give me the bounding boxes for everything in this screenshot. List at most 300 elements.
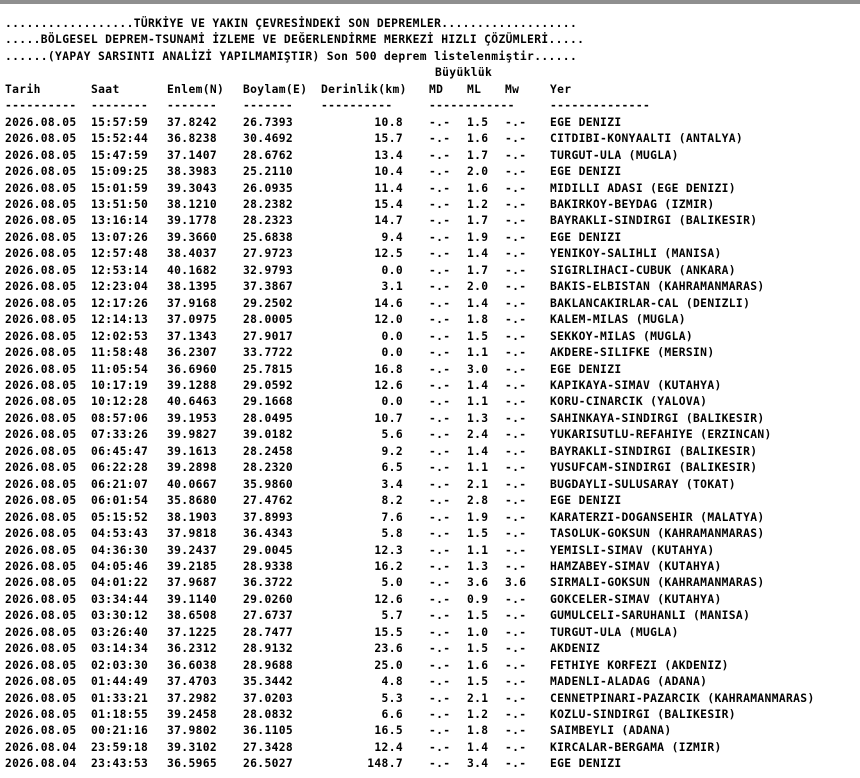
cell-tarih: 2026.08.05 [5, 346, 77, 360]
table-row [5, 230, 815, 246]
cell-tarih: 2026.08.05 [5, 247, 77, 261]
cell-md: -.- [429, 214, 451, 228]
table-row [5, 378, 815, 394]
cell-derinlik: 9.2 [381, 444, 403, 458]
cell-enlem: 36.6038 [167, 658, 218, 672]
cell-ml: 3.4 [467, 757, 489, 771]
cell-tarih: 2026.08.05 [5, 724, 77, 738]
cell-ml: 1.3 [467, 411, 489, 425]
cell-saat: 11:05:54 [91, 362, 149, 376]
cell-tarih: 2026.08.05 [5, 461, 77, 475]
table-row [5, 493, 815, 509]
cell-md: -.- [429, 280, 451, 294]
cell-ml: 2.8 [467, 494, 489, 508]
cell-yer: EGE DENIZI [550, 165, 622, 179]
cell-boylam: 27.6737 [243, 609, 294, 623]
cell-boylam: 30.4692 [243, 132, 294, 146]
cell-enlem: 36.2307 [167, 346, 218, 360]
cell-derinlik: 15.7 [374, 132, 403, 146]
cell-derinlik: 5.7 [381, 609, 403, 623]
cell-ml: 1.5 [467, 329, 489, 343]
cell-mw: -.- [505, 148, 527, 162]
cell-derinlik: 5.0 [381, 576, 403, 590]
cell-mw: -.- [505, 378, 527, 392]
cell-yer: AKDERE-SILIFKE (MERSIN) [550, 346, 715, 360]
earthquake-listing [5, 16, 815, 773]
table-row [5, 723, 815, 739]
cell-tarih: 2026.08.05 [5, 329, 77, 343]
table-row [5, 707, 815, 723]
cell-derinlik: 0.0 [381, 263, 403, 277]
cell-yer: EGE DENIZI [550, 362, 622, 376]
cell-saat: 12:02:53 [91, 329, 149, 343]
cell-saat: 11:58:48 [91, 346, 149, 360]
cell-derinlik: 12.6 [374, 592, 403, 606]
magnitude-header-line [5, 65, 815, 81]
cell-boylam: 32.9793 [243, 263, 294, 277]
cell-ml: 1.4 [467, 444, 489, 458]
col-header-yer: Yer [550, 82, 572, 96]
cell-derinlik: 6.6 [381, 708, 403, 722]
cell-enlem: 39.2185 [167, 559, 218, 573]
cell-derinlik: 14.6 [374, 296, 403, 310]
cell-enlem: 35.8680 [167, 494, 218, 508]
cell-saat: 05:15:52 [91, 510, 149, 524]
cell-ml: 1.1 [467, 543, 489, 557]
cell-ml: 1.7 [467, 263, 489, 277]
cell-yer: KOZLU-SINDIRGI (BALIKESIR) [550, 708, 736, 722]
table-row [5, 362, 815, 378]
table-row [5, 131, 815, 147]
cell-yer: BAYRAKLI-SINDIRGI (BALIKESIR) [550, 214, 758, 228]
cell-mw: -.- [505, 543, 527, 557]
cell-ml: 1.2 [467, 197, 489, 211]
table-row [5, 608, 815, 624]
cell-md: -.- [429, 691, 451, 705]
cell-md: -.- [429, 362, 451, 376]
cell-yer: FETHIYE KORFEZI (AKDENIZ) [550, 658, 729, 672]
table-row [5, 526, 815, 542]
cell-tarih: 2026.08.05 [5, 708, 77, 722]
cell-ml: 2.0 [467, 280, 489, 294]
cell-md: -.- [429, 724, 451, 738]
table-row [5, 148, 815, 164]
cell-yer: MIDILLI ADASI (EGE DENIZI) [550, 181, 736, 195]
cell-boylam: 28.2320 [243, 461, 294, 475]
cell-derinlik: 0.0 [381, 346, 403, 360]
cell-yer: SEKKOY-MILAS (MUGLA) [550, 329, 694, 343]
separator-yer: -------------- [550, 99, 651, 113]
cell-enlem: 38.1903 [167, 510, 218, 524]
cell-saat: 01:44:49 [91, 675, 149, 689]
table-row [5, 559, 815, 575]
cell-ml: 2.0 [467, 165, 489, 179]
cell-boylam: 37.8993 [243, 510, 294, 524]
cell-ml: 1.4 [467, 296, 489, 310]
header-center-line: .....BÖLGESEL DEPREM-TSUNAMİ İZLEME VE DEĞERLENDİRME MERKEZİ HIZLI ÇÖZÜMLERİ..... [5, 33, 585, 47]
cell-boylam: 28.2458 [243, 444, 294, 458]
table-row [5, 740, 815, 756]
cell-mw: -.- [505, 724, 527, 738]
cell-saat: 03:26:40 [91, 625, 149, 639]
table-row [5, 394, 815, 410]
cell-saat: 02:03:30 [91, 658, 149, 672]
cell-enlem: 39.3043 [167, 181, 218, 195]
cell-derinlik: 4.8 [381, 675, 403, 689]
cell-derinlik: 16.2 [374, 559, 403, 573]
cell-yer: BAYRAKLI-SINDIRGI (BALIKESIR) [550, 444, 758, 458]
cell-enlem: 36.8238 [167, 132, 218, 146]
cell-tarih: 2026.08.05 [5, 559, 77, 573]
cell-boylam: 29.0260 [243, 592, 294, 606]
cell-tarih: 2026.08.05 [5, 313, 77, 327]
cell-mw: -.- [505, 411, 527, 425]
cell-derinlik: 23.6 [374, 642, 403, 656]
table-row [5, 691, 815, 707]
cell-tarih: 2026.08.05 [5, 477, 77, 491]
cell-yer: YUSUFCAM-SINDIRGI (BALIKESIR) [550, 461, 758, 475]
cell-derinlik: 13.4 [374, 148, 403, 162]
cell-ml: 1.6 [467, 132, 489, 146]
header-title-line: ..................TÜRKİYE VE YAKIN ÇEVRESİNDEKİ SON DEPREMLER................... [5, 17, 578, 30]
cell-derinlik: 10.4 [374, 165, 403, 179]
cell-boylam: 28.9688 [243, 658, 294, 672]
cell-enlem: 37.9818 [167, 527, 218, 541]
cell-md: -.- [429, 411, 451, 425]
cell-boylam: 29.0045 [243, 543, 294, 557]
cell-tarih: 2026.08.04 [5, 740, 77, 754]
cell-saat: 04:53:43 [91, 527, 149, 541]
cell-boylam: 36.4343 [243, 527, 294, 541]
cell-mw: -.- [505, 642, 527, 656]
table-row [5, 329, 815, 345]
cell-tarih: 2026.08.05 [5, 444, 77, 458]
cell-mw: -.- [505, 428, 527, 442]
table-row [5, 345, 815, 361]
cell-enlem: 39.2898 [167, 461, 218, 475]
cell-boylam: 36.1105 [243, 724, 294, 738]
cell-boylam: 29.0592 [243, 378, 294, 392]
cell-tarih: 2026.08.05 [5, 296, 77, 310]
cell-boylam: 28.0495 [243, 411, 294, 425]
table-row [5, 115, 815, 131]
cell-tarih: 2026.08.04 [5, 757, 77, 771]
table-row [5, 641, 815, 657]
separator-magnitude: ------------ [429, 99, 515, 113]
cell-tarih: 2026.08.05 [5, 280, 77, 294]
cell-boylam: 29.2502 [243, 296, 294, 310]
cell-mw: -.- [505, 740, 527, 754]
cell-boylam: 28.0005 [243, 313, 294, 327]
cell-saat: 13:07:26 [91, 230, 149, 244]
cell-enlem: 37.1407 [167, 148, 218, 162]
cell-saat: 12:23:04 [91, 280, 149, 294]
cell-derinlik: 7.6 [381, 510, 403, 524]
cell-tarih: 2026.08.05 [5, 378, 77, 392]
table-row [5, 625, 815, 641]
cell-enlem: 38.1210 [167, 197, 218, 211]
table-row [5, 658, 815, 674]
cell-ml: 2.1 [467, 477, 489, 491]
cell-ml: 1.1 [467, 346, 489, 360]
cell-yer: TURGUT-ULA (MUGLA) [550, 625, 679, 639]
table-row [5, 411, 815, 427]
cell-enlem: 40.1682 [167, 263, 218, 277]
cell-tarih: 2026.08.05 [5, 675, 77, 689]
cell-saat: 00:21:16 [91, 724, 149, 738]
cell-ml: 0.9 [467, 592, 489, 606]
cell-boylam: 28.7477 [243, 625, 294, 639]
cell-mw: -.- [505, 757, 527, 771]
magnitude-group-label: Büyüklük [435, 66, 493, 80]
cell-enlem: 39.1778 [167, 214, 218, 228]
cell-yer: MADENLI-ALADAG (ADANA) [550, 675, 708, 689]
cell-enlem: 37.2982 [167, 691, 218, 705]
cell-boylam: 35.3442 [243, 675, 294, 689]
cell-tarih: 2026.08.05 [5, 592, 77, 606]
cell-enlem: 39.2458 [167, 708, 218, 722]
cell-yer: SIRMALI-GOKSUN (KAHRAMANMARAS) [550, 576, 765, 590]
cell-boylam: 27.3428 [243, 740, 294, 754]
cell-enlem: 37.4703 [167, 675, 218, 689]
cell-tarih: 2026.08.05 [5, 148, 77, 162]
cell-saat: 03:34:44 [91, 592, 149, 606]
cell-ml: 3.6 [467, 576, 489, 590]
cell-ml: 2.1 [467, 691, 489, 705]
cell-mw: -.- [505, 197, 527, 211]
cell-enlem: 39.1613 [167, 444, 218, 458]
cell-saat: 13:51:50 [91, 197, 149, 211]
cell-ml: 1.9 [467, 230, 489, 244]
cell-yer: BAKIS-ELBISTAN (KAHRAMANMARAS) [550, 280, 765, 294]
cell-saat: 04:36:30 [91, 543, 149, 557]
cell-md: -.- [429, 132, 451, 146]
cell-md: -.- [429, 510, 451, 524]
col-header-ml: ML [467, 82, 482, 96]
cell-md: -.- [429, 428, 451, 442]
cell-md: -.- [429, 625, 451, 639]
col-header-enlem: Enlem(N) [167, 82, 225, 96]
cell-md: -.- [429, 444, 451, 458]
cell-derinlik: 5.8 [381, 527, 403, 541]
cell-ml: 1.8 [467, 724, 489, 738]
cell-mw: -.- [505, 675, 527, 689]
cell-saat: 12:14:13 [91, 313, 149, 327]
cell-yer: KORU-CINARCIK (YALOVA) [550, 395, 708, 409]
cell-saat: 10:12:28 [91, 395, 149, 409]
cell-tarih: 2026.08.05 [5, 428, 77, 442]
cell-saat: 01:33:21 [91, 691, 149, 705]
cell-saat: 23:59:18 [91, 740, 149, 754]
cell-tarih: 2026.08.05 [5, 115, 77, 129]
cell-saat: 15:09:25 [91, 165, 149, 179]
cell-mw: -.- [505, 527, 527, 541]
cell-yer: KAPIKAYA-SIMAV (KUTAHYA) [550, 378, 722, 392]
separator-derinlik: ---------- [321, 99, 393, 113]
cell-enlem: 37.8242 [167, 115, 218, 129]
cell-md: -.- [429, 378, 451, 392]
cell-ml: 1.0 [467, 625, 489, 639]
cell-boylam: 27.4762 [243, 494, 294, 508]
cell-derinlik: 12.4 [374, 740, 403, 754]
cell-tarih: 2026.08.05 [5, 395, 77, 409]
cell-boylam: 26.7393 [243, 115, 294, 129]
cell-enlem: 38.1395 [167, 280, 218, 294]
cell-md: -.- [429, 592, 451, 606]
cell-md: -.- [429, 527, 451, 541]
cell-tarih: 2026.08.05 [5, 609, 77, 623]
cell-yer: GUMULCELI-SARUHANLI (MANISA) [550, 609, 751, 623]
cell-boylam: 29.1668 [243, 395, 294, 409]
cell-tarih: 2026.08.05 [5, 494, 77, 508]
cell-tarih: 2026.08.05 [5, 263, 77, 277]
cell-saat: 06:22:28 [91, 461, 149, 475]
cell-md: -.- [429, 230, 451, 244]
cell-boylam: 28.2323 [243, 214, 294, 228]
top-border [0, 0, 860, 4]
cell-mw: -.- [505, 247, 527, 261]
cell-derinlik: 8.2 [381, 494, 403, 508]
cell-boylam: 25.7815 [243, 362, 294, 376]
cell-yer: BUGDAYLI-SULUSARAY (TOKAT) [550, 477, 736, 491]
cell-derinlik: 5.6 [381, 428, 403, 442]
cell-md: -.- [429, 576, 451, 590]
table-row [5, 477, 815, 493]
cell-ml: 1.6 [467, 658, 489, 672]
cell-enlem: 37.9687 [167, 576, 218, 590]
cell-boylam: 26.0935 [243, 181, 294, 195]
cell-md: -.- [429, 757, 451, 771]
cell-derinlik: 5.3 [381, 691, 403, 705]
cell-md: -.- [429, 247, 451, 261]
cell-saat: 06:45:47 [91, 444, 149, 458]
cell-saat: 08:57:06 [91, 411, 149, 425]
cell-md: -.- [429, 181, 451, 195]
cell-derinlik: 16.5 [374, 724, 403, 738]
cell-derinlik: 12.5 [374, 247, 403, 261]
cell-enlem: 36.2312 [167, 642, 218, 656]
cell-mw: -.- [505, 625, 527, 639]
cell-md: -.- [429, 313, 451, 327]
cell-saat: 03:14:34 [91, 642, 149, 656]
cell-enlem: 39.2437 [167, 543, 218, 557]
table-row [5, 164, 815, 180]
cell-saat: 12:57:48 [91, 247, 149, 261]
cell-derinlik: 12.0 [374, 313, 403, 327]
cell-yer: AKDENIZ [550, 642, 601, 656]
cell-derinlik: 12.3 [374, 543, 403, 557]
cell-md: -.- [429, 494, 451, 508]
cell-saat: 06:21:07 [91, 477, 149, 491]
table-row [5, 756, 815, 772]
cell-yer: GOKCELER-SIMAV (KUTAHYA) [550, 592, 722, 606]
cell-ml: 3.0 [467, 362, 489, 376]
cell-boylam: 39.0182 [243, 428, 294, 442]
table-row [5, 263, 815, 279]
cell-mw: -.- [505, 609, 527, 623]
cell-mw: -.- [505, 691, 527, 705]
cell-ml: 1.8 [467, 313, 489, 327]
cell-derinlik: 0.0 [381, 329, 403, 343]
cell-mw: -.- [505, 115, 527, 129]
cell-tarih: 2026.08.05 [5, 576, 77, 590]
table-row [5, 312, 815, 328]
cell-yer: BAKIRKOY-BEYDAG (IZMIR) [550, 197, 715, 211]
cell-md: -.- [429, 543, 451, 557]
table-row [5, 510, 815, 526]
cell-yer: SAIMBEYLI (ADANA) [550, 724, 672, 738]
col-header-md: MD [429, 82, 444, 96]
cell-ml: 1.4 [467, 378, 489, 392]
separator-tarih: ---------- [5, 99, 77, 113]
cell-tarih: 2026.08.05 [5, 362, 77, 376]
cell-enlem: 36.6960 [167, 362, 218, 376]
cell-saat: 13:16:14 [91, 214, 149, 228]
cell-yer: YUKARISUTLU-REFAHIYE (ERZINCAN) [550, 428, 772, 442]
cell-tarih: 2026.08.05 [5, 642, 77, 656]
cell-derinlik: 148.7 [367, 757, 403, 771]
cell-derinlik: 10.7 [374, 411, 403, 425]
cell-boylam: 28.0832 [243, 708, 294, 722]
cell-tarih: 2026.08.05 [5, 214, 77, 228]
cell-yer: EGE DENIZI [550, 494, 622, 508]
cell-mw: -.- [505, 165, 527, 179]
cell-saat: 15:52:44 [91, 132, 149, 146]
cell-saat: 10:17:19 [91, 378, 149, 392]
cell-derinlik: 0.0 [381, 395, 403, 409]
col-header-saat: Saat [91, 82, 120, 96]
cell-enlem: 39.1288 [167, 378, 218, 392]
cell-derinlik: 16.8 [374, 362, 403, 376]
cell-md: -.- [429, 461, 451, 475]
cell-enlem: 39.1140 [167, 592, 218, 606]
cell-mw: -.- [505, 362, 527, 376]
header-note-line: ......(YAPAY SARSINTI ANALİZİ YAPILMAMIŞTIR) Son 500 deprem listelenmiştir...... [5, 49, 578, 63]
cell-yer: KIRCALAR-BERGAMA (IZMIR) [550, 740, 722, 754]
cell-md: -.- [429, 148, 451, 162]
cell-boylam: 27.9017 [243, 329, 294, 343]
cell-md: -.- [429, 675, 451, 689]
cell-enlem: 37.1225 [167, 625, 218, 639]
cell-md: -.- [429, 165, 451, 179]
cell-ml: 2.4 [467, 428, 489, 442]
cell-mw: 3.6 [505, 576, 527, 590]
cell-saat: 15:01:59 [91, 181, 149, 195]
table-row [5, 674, 815, 690]
cell-derinlik: 25.0 [374, 658, 403, 672]
cell-boylam: 37.0203 [243, 691, 294, 705]
cell-mw: -.- [505, 559, 527, 573]
table-row [5, 575, 815, 591]
cell-boylam: 25.6838 [243, 230, 294, 244]
cell-enlem: 37.1343 [167, 329, 218, 343]
cell-boylam: 25.2110 [243, 165, 294, 179]
cell-derinlik: 3.1 [381, 280, 403, 294]
cell-tarih: 2026.08.05 [5, 658, 77, 672]
cell-tarih: 2026.08.05 [5, 132, 77, 146]
cell-ml: 1.7 [467, 148, 489, 162]
cell-saat: 01:18:55 [91, 708, 149, 722]
cell-ml: 1.3 [467, 559, 489, 573]
separator-boylam: ------- [243, 99, 294, 113]
table-row [5, 246, 815, 262]
cell-saat: 03:30:12 [91, 609, 149, 623]
cell-boylam: 33.7722 [243, 346, 294, 360]
cell-yer: SIGIRLIHACI-CUBUK (ANKARA) [550, 263, 736, 277]
cell-enlem: 40.0667 [167, 477, 218, 491]
cell-mw: -.- [505, 444, 527, 458]
cell-mw: -.- [505, 461, 527, 475]
